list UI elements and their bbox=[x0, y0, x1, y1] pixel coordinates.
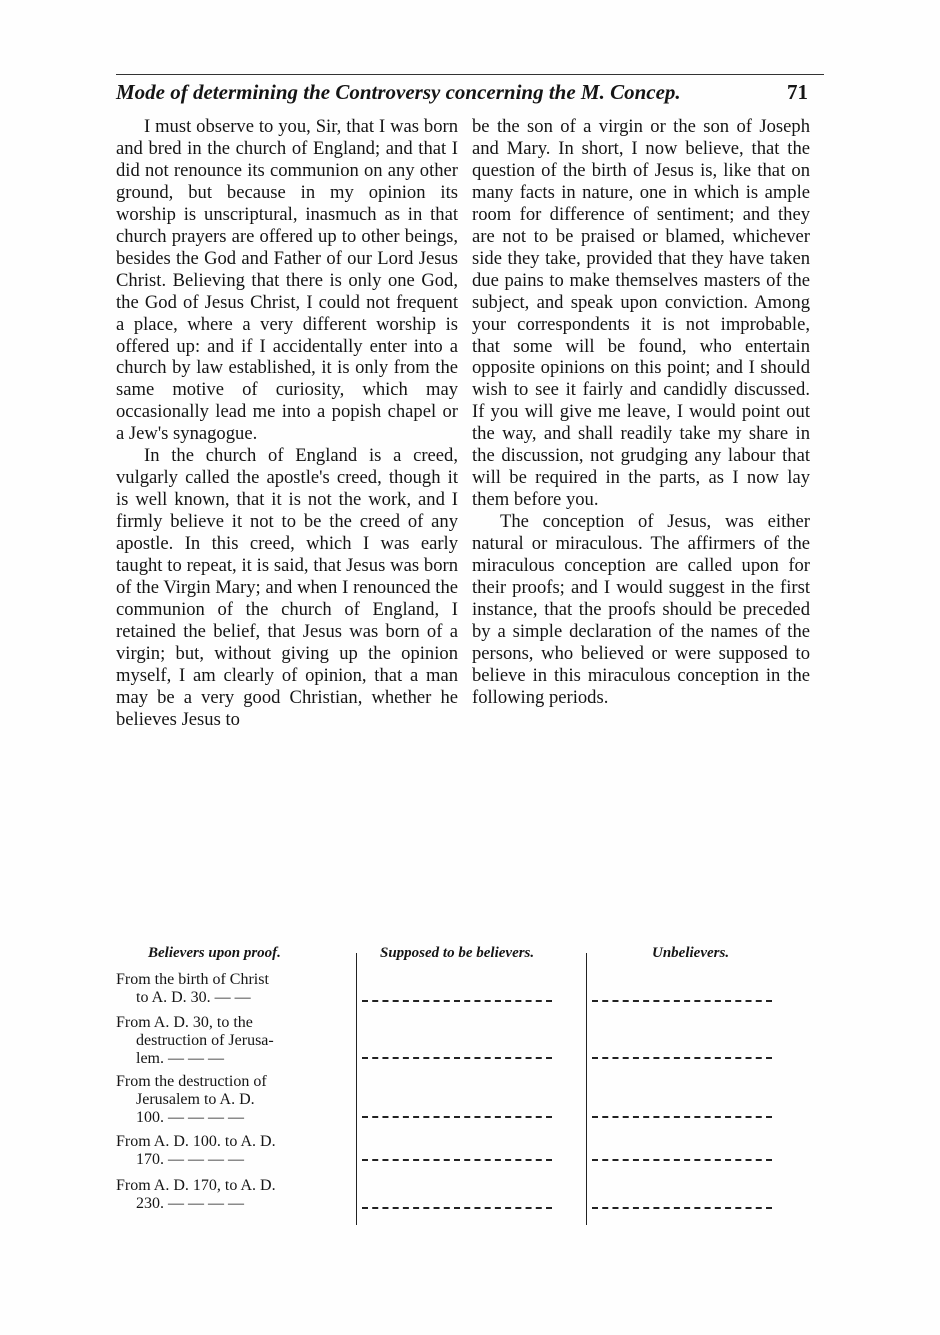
running-title: Mode of determining the Controversy concerning the M. Concep. bbox=[116, 80, 681, 104]
table-row-label: From the destruction of Jerusalem to A. D. 100. — — — — bbox=[116, 1073, 267, 1126]
page-number: 71 bbox=[787, 80, 808, 104]
paragraph: The conception of Jesus, was either natural or miraculous. The affirmers of the miraculous conception are called upon for their proofs; and I would suggest in the first instance, that the proofs should be preceded by a simple declaration of the names of the persons, who believed or were supposed to believe in this miraculous conception in the following periods. bbox=[472, 511, 810, 708]
table-row-label: From A. D. 170, to A. D. 230. — — — — bbox=[116, 1177, 276, 1212]
right-column bbox=[472, 116, 810, 709]
header-rule bbox=[116, 74, 824, 75]
table-row-label: From the birth of Christ to A. D. 30. — — bbox=[116, 971, 269, 1006]
column-rule bbox=[586, 953, 587, 1225]
running-header bbox=[116, 74, 824, 104]
column-rule bbox=[356, 953, 357, 1225]
header-unbelievers: Unbelievers. bbox=[652, 945, 730, 961]
header-believers: Believers upon proof. bbox=[148, 945, 281, 961]
believers-table bbox=[112, 945, 792, 1225]
paragraph: I must observe to you, Sir, that I was born and bred in the church of England; and that I did not renounce its communion on any other ground, but because in my opinion its worship is unscriptural, inasmuch as in that church prayers are offered up to other beings, besides the God and Father of our Lord Jesus Christ. Believing that there is only one God, the God of Jesus Christ, I could not frequent a place, where a very different worship is offered up: and if I accidentally enter into a church by law established, it is only from the same motive of curiosity, which may occasionally lead me into a popish chapel or a Jew's synagogue. bbox=[116, 116, 458, 445]
header-supposed-believers: Supposed to be believers. bbox=[380, 945, 535, 961]
left-column bbox=[116, 116, 458, 731]
paragraph: be the son of a virgin or the son of Joseph and Mary. In short, I now believe, that the question of the birth of Jesus is, like that on many facts in nature, one in which is ample room for difference of sentiment; and they are not to be praised or blamed, whichever side they take, provided that they have taken due pains to make themselves masters of the subject, and speak upon conviction. Among your correspondents it is not improbable, that some will be found, who entertain opposite opinions on this point; and I should wish to see it fairly and candidly discussed. If you will give me leave, I would point out the way, and shall readily take my share in the discussion, not grudging any labour that will be required in the parts, as I now lay them before you. bbox=[472, 116, 810, 511]
table-row-label: From A. D. 100. to A. D. 170. — — — — bbox=[116, 1133, 276, 1168]
table-row-label: From A. D. 30, to the destruction of Jerusa- lem. — — — bbox=[116, 1014, 274, 1067]
paragraph: In the church of England is a creed, vulgarly called the apostle's creed, though it is well known, that it is not the work, and I firmly believe it not to be the creed of any apostle. In this creed, which I was early taught to repeat, it is said, that Jesus was born of the Virgin Mary; and when I renounced the communion of the church of England, I retained the belief, that Jesus was born of a virgin; but, without giving up the opinion myself, I am clearly of opinion, that a man may be a very good Christian, whether he believes Jesus to bbox=[116, 445, 458, 730]
